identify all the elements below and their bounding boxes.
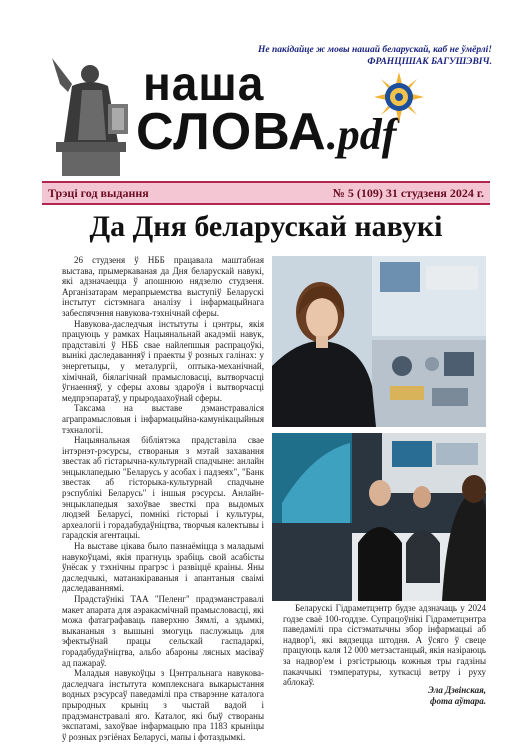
article-paragraph: Нацыянальная бібліятэка прадставіла свае інтэрнэт-рэсурсы, створаныя з мэтай захавання звестак аб гістарычна-культурнай спадчыне: анлайн энцыклапедыю "Беларусь у асобах і падзеях", "Банк звестак аб гісторыка-культурнай спадчыне рэспублікі Беларусь" і іншыя рэсурсы. Анлайн-энцыклапедыя захоўвае звесткі пра выдомых людзей Беларусі, помнікі гісторыі і культуры, археалогіі і горадабудаўніцтва, творчыя калектывы і гарадскія агентацыі.	[62, 435, 264, 541]
exhibition-photo-1	[272, 256, 486, 427]
article-paragraph: Маладыя навукоўцы з Цэнтральнага навукова-даследчага інстытута комплекснага выкарыстання водных рэсурсаў паведамілі пра стварэнне каталога прыродных крыніц з чыстай вадой і прадэманстравалі яго. Каталог, які быў створаны экспатамі, захоўвае інфармацыю пра 1183 крыніцы ў розных рэгіёнах Беларусі, мапы і фотаздымкі.	[62, 668, 264, 742]
publication-year: Трэці год выдання	[48, 186, 149, 200]
motto-author: ФРАНЦІШАК БАГУШЭВІЧ.	[367, 57, 492, 67]
article-paragraph: На выставе цікава было пазнаёміцца з маладымі навукоўцамі, якія прагнуць зрабіць свой асабісты ўнёсак у тэхнічны прагрэс і развіццё краіны. Яны даследчыкі, матанакіраваныя і апантаныя сваімі даследаваннямі.	[62, 541, 264, 594]
sun-logo-icon	[374, 72, 424, 122]
article-paragraph: Прадстаўнікі ТАА "Пеленг" прадэманстравалі макет апарата для аэракасмічнай прамысловасці, які можа фатаграфаваць паверхню Зямлі, а здымкі, выкананыя з вышыні змогуць паслужыць для эфектыўнай працы сельскай гаспадаркі, горадабудаўніцтва, альбо абароны лясных масіваў ад пажараў.	[62, 594, 264, 668]
article-paragraph: Таксама на выставе дэманстраваліся аграпрамысловыя і інфармацыйна-камунікацыйныя тэхналогіі.	[62, 403, 264, 435]
statue-illustration	[42, 44, 134, 176]
issue-bar	[42, 181, 490, 205]
motto-quote: Не пакідайце ж мовы нашай беларускай, каб не ўмёрлі!	[258, 45, 492, 55]
brand-line-2	[136, 103, 397, 161]
brand-word: СЛОВА	[136, 103, 327, 161]
article-body	[62, 255, 264, 742]
photo-caption: Беларускі Гідраметцэнтр будзе адзначаць у 2024 годзе сваё 100-годдзе. Супрацоўнікі Гідраметцэнтра паведамілі пра сістэматычны збор інфармацыі аб надвор'і, які вядзецца штодня. А ўсяго ў свеце працуюць каля 12 000 метэастанцый, якія назіраюць за надвор'ем і рэгістрыюць кожныя тры гадзіны пакаччыкі тэмпературы, хуткасці ветру і руху аблокаў.	[283, 603, 486, 688]
article-title: Да Дня беларускай навукі	[89, 210, 443, 243]
exhibition-photo-2	[272, 433, 486, 601]
author-name: Эла Дзвінская,	[427, 685, 486, 695]
masthead-motto	[258, 44, 492, 68]
brand-line-1: наша	[143, 55, 265, 111]
issue-number-date: № 5 (109) 31 студзеня 2024 г.	[332, 186, 484, 200]
author-credit	[428, 685, 486, 707]
brand-suffix: .pdf	[326, 110, 397, 159]
article-paragraph: 26 студзеня ў НББ працавала маштабная выстава, прымеркаваная да Дня беларускай навукі, які адзначаецца ў апошнюю нядзелю студзеня. Арганізатарам мерапрыемства выступіў Беларускі інстытут сістэмнага аналізу і інфармацыйнага забеспячэння навукова-тэхнічнай сферы.	[62, 255, 264, 318]
author-role: фота аўтара.	[430, 696, 486, 706]
article-paragraph: Навукова-даследчыя інстытуты і цэнтры, якія працуюць у рамках Нацыянальнай акадэміі навук, прадставілі ў НББ свае найлепшыя распрацоўкі, вынікі даследаванняў і праекты ў розных галінах: у энергетыцы, у металургіі, оптыка-механічнай, хімічнай, біялагічнай прамысловасці, вытворчасці ўгнаенняў, у сферы аховы здароўя і вытворчасці медпрэпаратаў, у прыродаахоўнай сферы.	[62, 318, 264, 403]
